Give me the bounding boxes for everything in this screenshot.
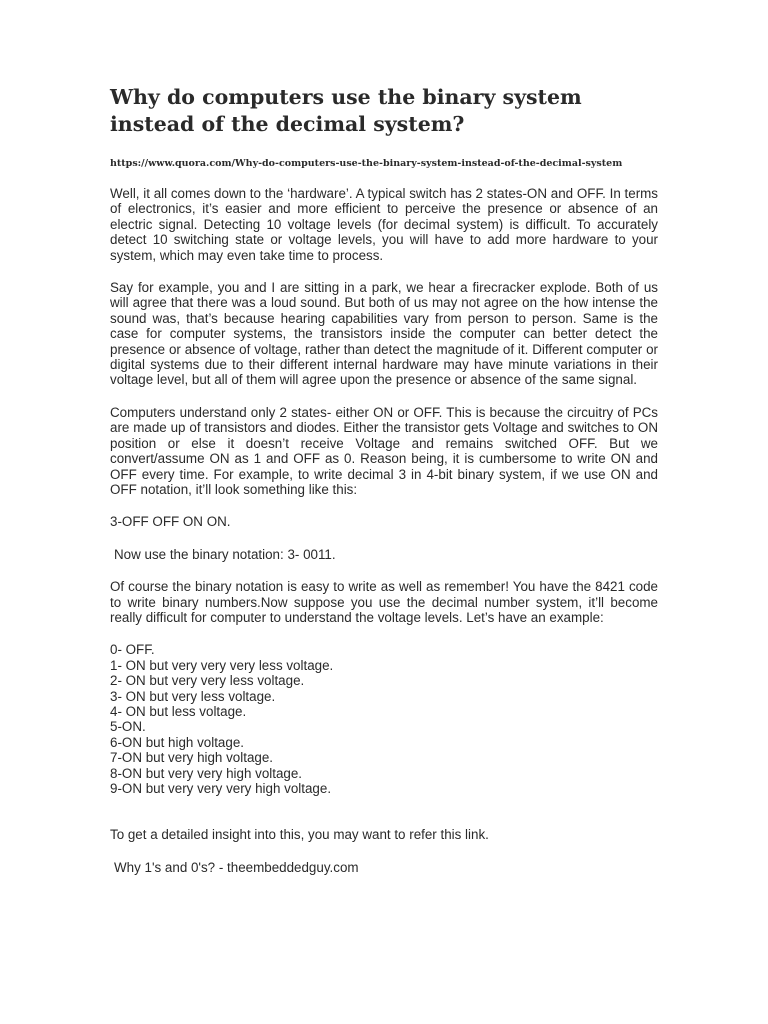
paragraph-hardware: Well, it all comes down to the ‘hardware’. A typical switch has 2 states-ON and OFF. In terms of electronics, it’s easier and more efficient to perceive the presence or absence of an electric signal. Detecting 10 voltage levels (for decimal system) is difficult. To accurately detect 10 switching state or voltage levels, you will have to add more hardware to your system, which may even take time to process. [110,186,658,263]
reference-link[interactable]: Why 1's and 0's? - theembeddedguy.com [114,859,359,875]
paragraph-firecracker-example: Say for example, you and I are sitting in a park, we hear a firecracker explode. Both of us will agree that there was a loud sound. But both of us may not agree on the how intense the sound was, that’s because hearing capabilities vary from person to person. Same is the case for computer systems, the transistors inside the computer can better detect the presence or absence of voltage, rather than detect the magnitude of it. Different computer or digital systems due to their different internal hardware may have minute variations in their voltage level, but all of them will agree upon the presence or absence of the same signal. [110,280,658,388]
list-item: 9-ON but very very very high voltage. [110,781,332,796]
paragraph-on-off-example: 3-OFF OFF ON ON. [110,514,231,530]
paragraph-decimal-example: Of course the binary notation is easy to write as well as remember! You have the 8421 code to write binary numbers.Now suppose you use the decimal number system, it’ll become really difficult for computer to understand the voltage levels. Let’s have an example: [110,579,658,625]
closing-text: To get a detailed insight into this, you may want to refer this link. [110,827,489,843]
list-item: 6-ON but high voltage. [110,734,244,750]
source-url-link[interactable]: https://www.quora.com/Why-do-computers-use-the-binary-system-instead-of-the-decimal-system [110,158,623,169]
list-item: 4- ON but less voltage. [110,703,247,719]
list-item: 1- ON but very very very less voltage. [110,657,334,673]
list-item: 0- OFF. [110,642,155,658]
paragraph-two-states: Computers understand only 2 states- either ON or OFF. This is because the circuitry of PCs are made up of transistors and diodes. Either the transistor gets Voltage and switches to ON position or else it doesn’t receive Voltage and remains switched OFF. But we convert/assume ON as 1 and OFF as 0. Reason being, it is cumbersome to write ON and OFF every time. For example, to write decimal 3 in 4-bit binary system, if we use ON and OFF notation, it’ll look something like this: [110,404,658,497]
voltage-level-list [110,642,658,796]
list-item: 2- ON but very very less voltage. [110,673,305,689]
page-title: Why do computers use the binary system instead of the decimal system? [110,85,582,136]
list-item: 8-ON but very very high voltage. [110,765,303,781]
paragraph-binary-notation: Now use the binary notation: 3- 0011. [114,546,336,562]
list-item: 5-ON. [110,719,146,735]
list-item: 7-ON but very high voltage. [110,750,274,766]
list-item: 3- ON but very less voltage. [110,688,276,704]
document-page [110,84,658,875]
